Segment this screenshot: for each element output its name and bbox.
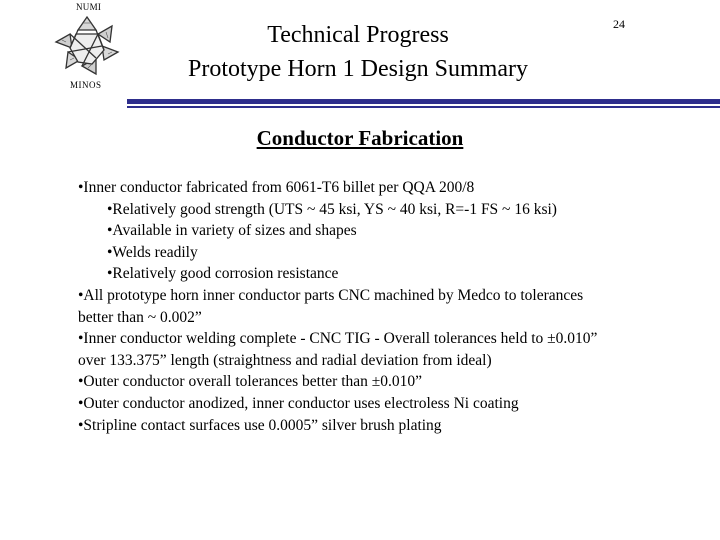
numi-minos-logo-icon [52,14,122,78]
sub-bullet-item: •Relatively good corrosion resistance [107,265,339,283]
minos-label: MINOS [70,80,102,90]
bullet-item: •Outer conductor anodized, inner conductor uses electroless Ni coating [78,394,519,412]
numi-label: NUMI [76,2,102,12]
bullet-item: •Outer conductor overall tolerances better than ±0.010” [78,373,423,391]
header-rule-thick [127,99,720,104]
section-heading: Conductor Fabrication [256,126,464,150]
header-rule-thin [127,106,720,108]
bullet-continuation: over 133.375” length (straightness and radial deviation from ideal) [78,351,492,369]
page-number: 24 [613,17,625,31]
bullet-item: •Inner conductor welding complete - CNC TIG - Overall tolerances held to ±0.010” [78,330,598,348]
sub-bullet-item: •Welds readily [107,243,198,261]
bullet-item: •All prototype horn inner conductor parts CNC machined by Medco to tolerances [78,286,584,304]
sub-bullet-item: •Relatively good strength (UTS ~ 45 ksi, YS ~ 40 ksi, R=-1 FS ~ 16 ksi) [107,200,557,218]
page-title-line2: Prototype Horn 1 Design Summary [188,56,528,82]
bullet-list [78,177,718,436]
bullet-continuation: better than ~ 0.002” [78,308,202,326]
sub-bullet-item: •Available in variety of sizes and shapes [107,222,357,240]
bullet-item: •Inner conductor fabricated from 6061-T6 billet per QQA 200/8 [78,179,475,196]
page-title-line1: Technical Progress [267,22,449,48]
bullet-item: •Stripline contact surfaces use 0.0005” silver brush plating [78,416,442,434]
